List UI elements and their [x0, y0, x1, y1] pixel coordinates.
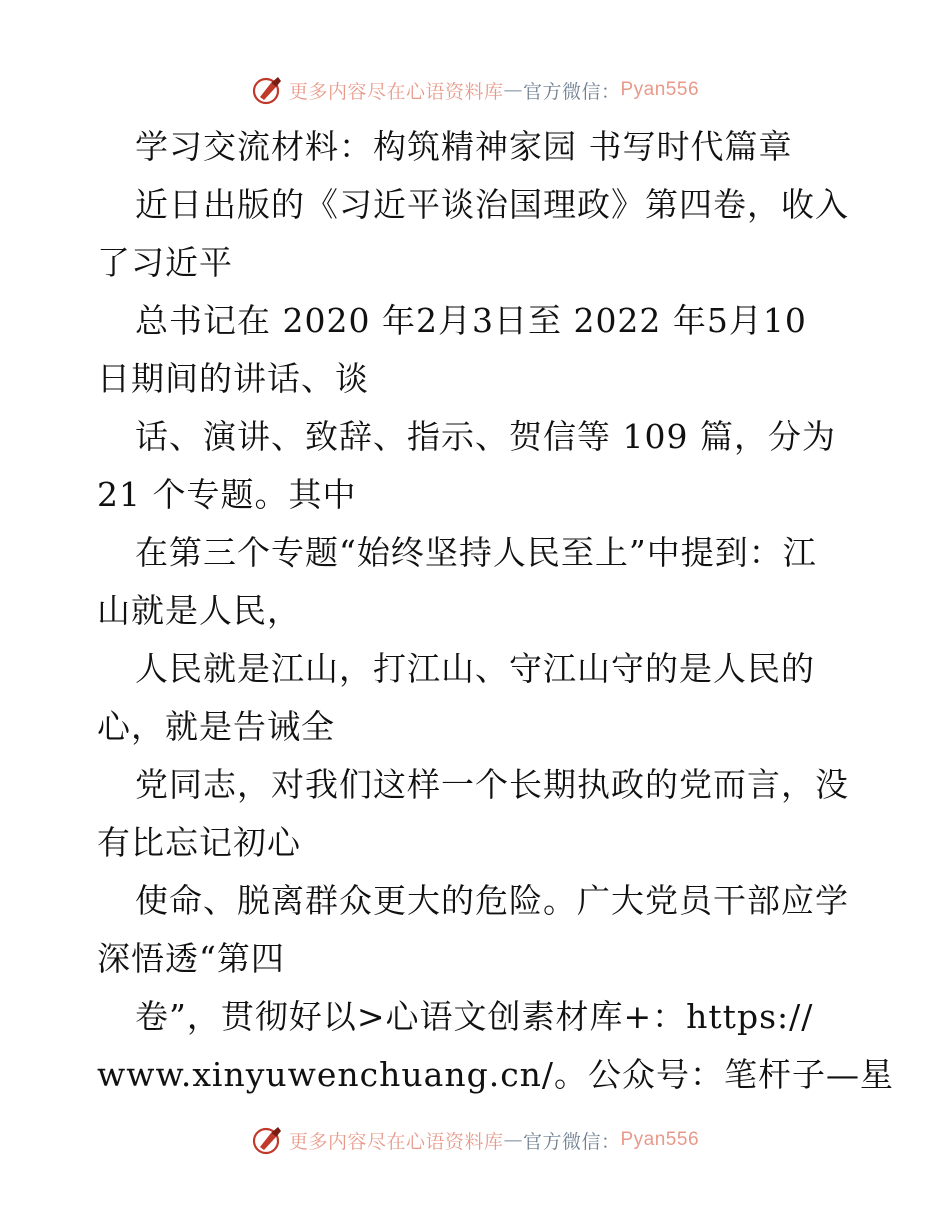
- paragraph-line: 总书记在 2020 年2月3日至 2022 年5月10: [135, 301, 807, 340]
- paragraph-line: 了习近平: [97, 243, 233, 282]
- watermark-wechat-id: Pyan556: [620, 79, 700, 100]
- watermark-dash: —: [503, 79, 523, 101]
- paragraph-line: 21 个专题。其中: [97, 475, 357, 514]
- watermark-wechat-label: 官方微信：: [522, 80, 621, 103]
- header-watermark: [0, 72, 950, 108]
- document-body: [97, 118, 897, 1104]
- paragraph-line: 心，就是告诫全: [97, 707, 335, 746]
- watermark-text: 更多内容尽在心语资料库: [288, 80, 504, 103]
- paragraph-line: 话、演讲、致辞、指示、贺信等 109 篇，分为: [135, 417, 836, 456]
- document-title: 学习交流材料：构筑精神家园 书写时代篇章: [135, 127, 793, 166]
- paragraph-line: 有比忘记初心: [97, 823, 301, 862]
- footer-watermark: [0, 1122, 950, 1158]
- paragraph-line: 卷”，贯彻好以>心语文创素材库+：https://: [135, 997, 814, 1036]
- watermark-wechat-id: Pyan556: [620, 1129, 700, 1150]
- pen-nib-logo-icon: [251, 1123, 285, 1157]
- paragraph-line: 深悟透“第四: [97, 939, 285, 978]
- paragraph-line: 日期间的讲话、谈: [97, 359, 369, 398]
- paragraph-line: 在第三个专题“始终坚持人民至上”中提到：江: [135, 533, 817, 572]
- paragraph-line: www.xinyuwenchuang.cn/。公众号：笔杆子—星: [97, 1055, 895, 1094]
- paragraph-line: 党同志，对我们这样一个长期执政的党而言，没: [135, 765, 849, 804]
- watermark-text: 更多内容尽在心语资料库: [288, 1130, 504, 1153]
- paragraph-line: 使命、脱离群众更大的危险。广大党员干部应学: [135, 881, 849, 920]
- watermark-dash: —: [503, 1129, 523, 1151]
- paragraph-line: 近日出版的《习近平谈治国理政》第四卷，收入: [135, 185, 849, 224]
- watermark-wechat-label: 官方微信：: [522, 1130, 621, 1153]
- pen-nib-logo-icon: [251, 73, 285, 107]
- paragraph-line: 山就是人民，: [97, 591, 301, 630]
- paragraph-line: 人民就是江山，打江山、守江山守的是人民的: [135, 649, 815, 688]
